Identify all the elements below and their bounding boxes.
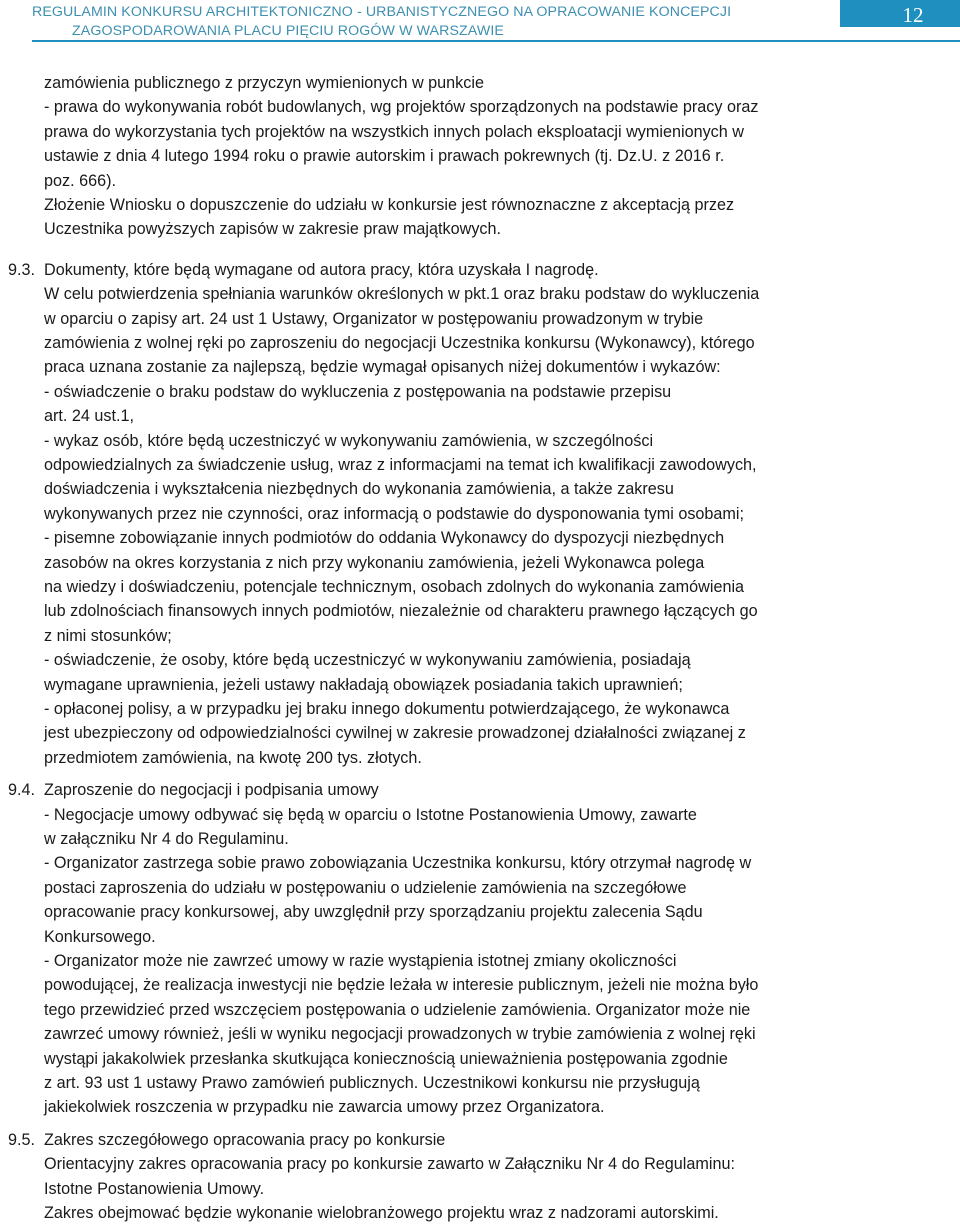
section-line: opracowanie pracy konkursowej, aby uwzględnił przy sporządzaniu projektu zalecenia Sądu [44, 903, 703, 922]
section-line: zasobów na okres korzystania z nich przy wykonaniu zamówienia, jeżeli Wykonawca polega [44, 553, 705, 572]
section-line: z art. 93 ust 1 ustawy Prawo zamówień publicznych. Uczestnikowi konkursu nie przysługują [44, 1074, 700, 1092]
section-line: zawrzeć umowy również, jeśli w wyniku negocjacji prowadzonych w trybie zamówienia z wolnej ręki [44, 1025, 756, 1044]
section-title: Zaproszenie do negocjacji i podpisania umowy [44, 781, 379, 800]
section-line: na wiedzy i doświadczeniu, potencjale technicznym, osobach zdolnych do wykonania zamówienia [44, 578, 745, 596]
section-line: doświadczenia i wykształcenia niezbędnych do wykonania zamówienia, a także zakresu [44, 480, 674, 499]
section-line: W celu potwierdzenia spełniania warunków określonych w pkt.1 oraz braku podstaw do wykluczenia [44, 285, 760, 304]
section-line: - Organizator zastrzega sobie prawo zobowiązania Uczestnika konkursu, który otrzymał nagrodę w [44, 854, 752, 873]
section-line: zamówienia z wolnej ręki po zaproszeniu do negocjacji Uczestnika konkursu (Wykonawcy), którego [44, 334, 755, 352]
document-title [32, 3, 832, 41]
page-number: 12 [902, 3, 924, 27]
section-line: tego przewidzieć przed wszczęciem postępowania o udzielenie zamówienia. Organizator może nie [44, 1000, 751, 1019]
section-line: Konkursowego. [44, 927, 156, 946]
section-number: 9.4. [8, 781, 36, 800]
section-line: - wykaz osób, które będą uczestniczyć w wykonywaniu zamówienia, w szczególności [44, 431, 654, 450]
intro-line: ustawie z dnia 4 lutego 1994 roku o prawie autorskim i prawach pokrewnych (tj. Dz.U. z 2016 r. [44, 147, 725, 166]
section-number: 9.5. [8, 1130, 36, 1149]
section-line: lub zdolnościach finansowych innych podmiotów, niezależnie od charakteru prawnego łączących go [44, 602, 758, 621]
section-line: jakiekolwiek roszczenia w przypadku nie zawarcia umowy przez Organizatora. [44, 1098, 605, 1117]
section-line: z nimi stosunków; [44, 626, 172, 645]
section-line: odpowiedzialnych za świadczenie usług, wraz z informacjami na temat ich kwalifikacji zawodowych, [44, 456, 757, 474]
section-line: wymagane uprawnienia, jeżeli ustawy nakładają obowiązek posiadania takich uprawnień; [44, 675, 683, 694]
section-number: 9.3. [8, 260, 36, 279]
section-line: wykonywanych przez nie czynności, oraz informacją o podstawie do dysponowania tymi osobami; [44, 504, 744, 523]
page-header [0, 0, 960, 42]
intro-line: zamówienia publicznego z przyczyn wymienionych w punkcie [44, 74, 484, 92]
section-line: praca uznana zostanie za najlepszą, będzie wymagał opisanych niżej dokumentów i wykazów: [44, 358, 721, 377]
section-line: jest ubezpieczony od odpowiedzialności cywilnej w zakresie prowadzonej działalności związanej z [44, 724, 746, 743]
document-title-line-1: REGULAMIN KONKURSU ARCHITEKTONICZNO - URBANISTYCZNEGO NA OPRACOWANIE KONCEPCJI [32, 4, 732, 20]
section-line: - oświadczenie o braku podstaw do wykluczenia z postępowania na podstawie przepisu [44, 382, 672, 401]
section-line: - pisemne zobowiązanie innych podmiotów do oddania Wykonawcy do dyspozycji niezbędnych [44, 529, 725, 548]
section-line: Orientacyjny zakres opracowania pracy po konkursie zawarto w Załączniku Nr 4 do Regulaminu: [44, 1155, 735, 1174]
section-line: przedmiotem zamówienia, na kwotę 200 tys. złotych. [44, 748, 422, 767]
section-line: wystąpi jakakolwiek przesłanka skutkująca koniecznością unieważnienia postępowania zgodnie [44, 1049, 728, 1068]
section-line: - Negocjacje umowy odbywać się będą w oparciu o Istotne Postanowienia Umowy, zawarte [44, 805, 697, 824]
section-line: - opłaconej polisy, a w przypadku jej braku innego dokumentu potwierdzającego, że wykonawca [44, 700, 730, 718]
intro-line: Uczestnika powyższych zapisów w zakresie praw majątkowych. [44, 220, 502, 239]
section-line: w załączniku Nr 4 do Regulaminu. [44, 830, 289, 848]
intro-line: poz. 666). [44, 171, 116, 190]
section-line: art. 24 ust.1, [44, 407, 134, 426]
section-line: Istotne Postanowienia Umowy. [44, 1179, 265, 1198]
section-line: Zakres obejmować będzie wykonanie wielobranżowego projektu wraz z nadzorami autorskimi. [44, 1204, 719, 1222]
intro-line: - prawa do wykonywania robót budowlanych, wg projektów sporządzonych na podstawie pracy oraz [44, 98, 759, 117]
section-line: w oparciu o zapisy art. 24 ust 1 Ustawy, Organizator w postępowaniu prowadzonym w trybie [44, 309, 704, 328]
section-title: Dokumenty, które będą wymagane od autora pracy, która uzyskała I nagrodę. [44, 260, 599, 279]
document-title-line-2: ZAGOSPODAROWANIA PLACU PIĘCIU ROGÓW W WARSZAWIE [72, 23, 504, 39]
section-line: postaci zaproszenia do udziału w postępowaniu o udzielenie zamówienia na szczegółowe [44, 878, 687, 897]
header-divider [32, 40, 960, 42]
intro-line: prawa do wykorzystania tych projektów na wszystkich innych polach eksploatacji wymienionych w [44, 122, 744, 141]
section-title: Zakres szczegółowego opracowania pracy po konkursie [44, 1130, 446, 1149]
section-line: - Organizator może nie zawrzeć umowy w razie wystąpienia istotnej zmiany okoliczności [44, 952, 677, 970]
intro-line: Złożenie Wniosku o dopuszczenie do udziału w konkursie jest równoznaczne z akceptacją przez [44, 196, 735, 214]
section-line: powodującej, że realizacja inwestycji nie będzie leżała w interesie publicznym, jeżeli nie można było [44, 976, 759, 995]
section-line: - oświadczenie, że osoby, które będą uczestniczyć w wykonywaniu zamówienia, posiadają [44, 651, 691, 670]
